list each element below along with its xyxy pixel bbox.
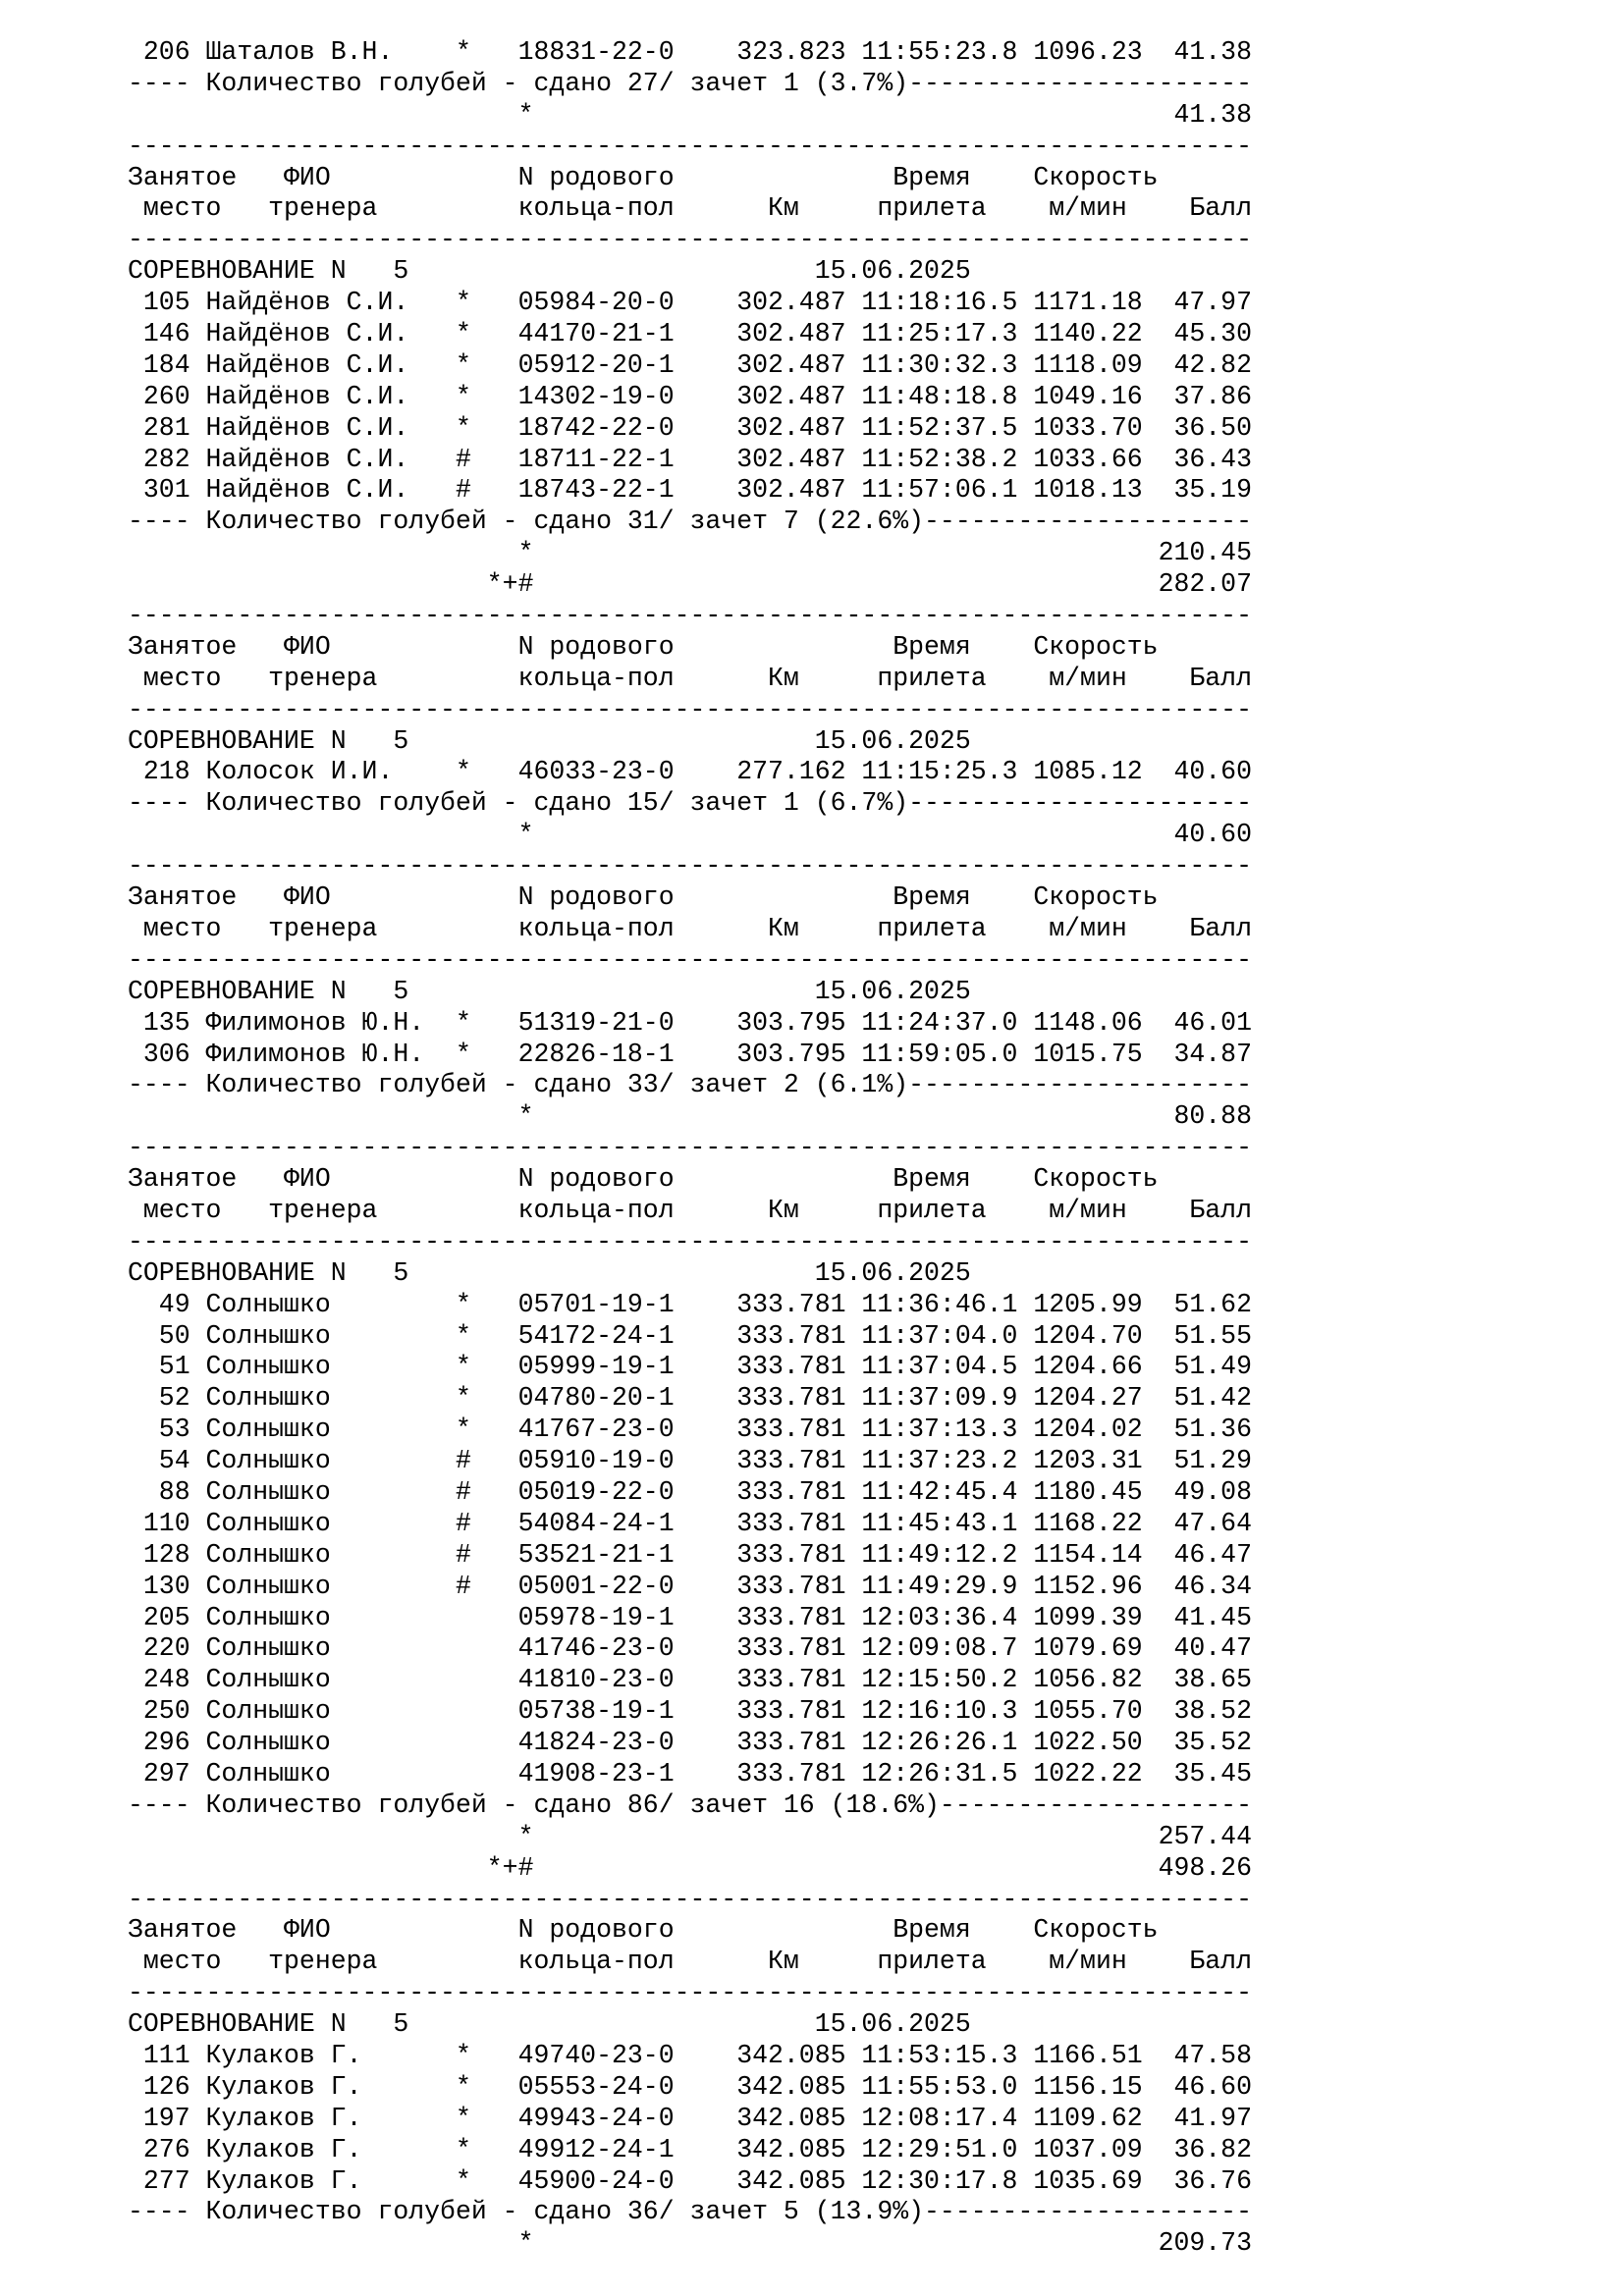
column-header: место тренера кольца-пол Км прилета м/мин Балл xyxy=(128,1947,1252,1977)
result-row: 276 Кулаков Г. * 49912-24-1 342.085 12:29:51.0 1037.09 36.82 xyxy=(128,2134,1252,2164)
competition-header: СОРЕВНОВАНИЕ N 5 15.06.2025 xyxy=(128,2009,971,2040)
separator-line: ------------------------------------------------------------------------ xyxy=(128,1133,1252,1163)
separator-line: ------------------------------------------------------------------------ xyxy=(128,1978,1252,2008)
column-header: Занятое ФИО N родового Время Скорость xyxy=(128,162,1159,192)
result-row: 282 Найдёнов С.И. # 18711-22-1 302.487 11:52:38.2 1033.66 36.43 xyxy=(128,444,1252,474)
total-line: * 257.44 xyxy=(128,1821,1252,1851)
separator-line: ------------------------------------------------------------------------ xyxy=(128,944,1252,975)
result-row: 135 Филимонов Ю.Н. * 51319-21-0 303.795 11:24:37.0 1148.06 46.01 xyxy=(128,1007,1252,1038)
result-row: 53 Солнышко * 41767-23-0 333.781 11:37:13.3 1204.02 51.36 xyxy=(128,1415,1252,1445)
result-row: 105 Найдёнов С.И. * 05984-20-0 302.487 11:18:16.5 1171.18 47.97 xyxy=(128,288,1252,318)
result-row: 128 Солнышко # 53521-21-1 333.781 11:49:12.2 1154.14 46.47 xyxy=(128,1539,1252,1570)
total-line: * 41.38 xyxy=(128,99,1252,130)
total-line: * 40.60 xyxy=(128,820,1252,850)
result-row: 301 Найдёнов С.И. # 18743-22-1 302.487 11:57:06.1 1018.13 35.19 xyxy=(128,475,1252,506)
total-line: * 80.88 xyxy=(128,1101,1252,1132)
result-row: 146 Найдёнов С.И. * 44170-21-1 302.487 11:25:17.3 1140.22 45.30 xyxy=(128,319,1252,349)
result-row: 110 Солнышко # 54084-24-1 333.781 11:45:43.1 1168.22 47.64 xyxy=(128,1508,1252,1538)
result-row: 50 Солнышко * 54172-24-1 333.781 11:37:04.0 1204.70 51.55 xyxy=(128,1320,1252,1351)
column-header: место тренера кольца-пол Км прилета м/мин Балл xyxy=(128,193,1252,224)
total-line: *+# 498.26 xyxy=(128,1852,1252,1883)
result-row: 277 Кулаков Г. * 45900-24-0 342.085 12:30:17.8 1035.69 36.76 xyxy=(128,2165,1252,2196)
competition-header: СОРЕВНОВАНИЕ N 5 15.06.2025 xyxy=(128,725,971,756)
column-header: Занятое ФИО N родового Время Скорость xyxy=(128,1915,1159,1946)
separator-line: ------------------------------------------------------------------------ xyxy=(128,1884,1252,1914)
summary-line: ---- Количество голубей - сдано 36/ зачет 5 (13.9%)--------------------- xyxy=(128,2197,1252,2227)
summary-line: ---- Количество голубей - сдано 33/ зачет 2 (6.1%)---------------------- xyxy=(128,1070,1252,1100)
column-header: место тренера кольца-пол Км прилета м/мин Балл xyxy=(128,663,1252,693)
column-header: место тренера кольца-пол Км прилета м/мин Балл xyxy=(128,1195,1252,1225)
result-row: 296 Солнышко 41824-23-0 333.781 12:26:26.1 1022.50 35.52 xyxy=(128,1728,1252,1758)
result-row: 250 Солнышко 05738-19-1 333.781 12:16:10.3 1055.70 38.52 xyxy=(128,1696,1252,1727)
column-header: Занятое ФИО N родового Время Скорость xyxy=(128,631,1159,662)
result-row: 218 Колосок И.И. * 46033-23-0 277.162 11:15:25.3 1085.12 40.60 xyxy=(128,757,1252,787)
result-row: 111 Кулаков Г. * 49740-23-0 342.085 11:53:15.3 1166.51 47.58 xyxy=(128,2041,1252,2070)
result-row: 248 Солнышко 41810-23-0 333.781 12:15:50.2 1056.82 38.65 xyxy=(128,1665,1252,1695)
result-row: 126 Кулаков Г. * 05553-24-0 342.085 11:55:53.0 1156.15 46.60 xyxy=(128,2071,1252,2102)
summary-line: ---- Количество голубей - сдано 31/ зачет 7 (22.6%)--------------------- xyxy=(128,507,1252,537)
result-row: 54 Солнышко # 05910-19-0 333.781 11:37:23.2 1203.31 51.29 xyxy=(128,1446,1252,1476)
separator-line: ------------------------------------------------------------------------ xyxy=(128,851,1252,881)
result-row: 220 Солнышко 41746-23-0 333.781 12:09:08.7 1079.69 40.47 xyxy=(128,1633,1252,1664)
results-printout xyxy=(128,37,1252,2260)
summary-line: ---- Количество голубей - сдано 27/ зачет 1 (3.7%)---------------------- xyxy=(128,68,1252,98)
separator-line: ------------------------------------------------------------------------ xyxy=(128,225,1252,255)
result-row: 281 Найдёнов С.И. * 18742-22-0 302.487 11:52:37.5 1033.70 36.50 xyxy=(128,412,1252,443)
column-header: Занятое ФИО N родового Время Скорость xyxy=(128,1164,1159,1195)
summary-line: ---- Количество голубей - сдано 86/ зачет 16 (18.6%)-------------------- xyxy=(128,1789,1252,1820)
total-line: *+# 282.07 xyxy=(128,569,1252,600)
result-row: 130 Солнышко # 05001-22-0 333.781 11:49:29.9 1152.96 46.34 xyxy=(128,1571,1252,1601)
result-row: 206 Шаталов В.Н. * 18831-22-0 323.823 11:55:23.8 1096.23 41.38 xyxy=(128,37,1252,67)
result-row: 197 Кулаков Г. * 49943-24-0 342.085 12:08:17.4 1109.62 41.97 xyxy=(128,2103,1252,2133)
result-row: 184 Найдёнов С.И. * 05912-20-1 302.487 11:30:32.3 1118.09 42.82 xyxy=(128,349,1252,380)
total-line: * 210.45 xyxy=(128,538,1252,568)
competition-header: СОРЕВНОВАНИЕ N 5 15.06.2025 xyxy=(128,976,971,1006)
competition-header: СОРЕВНОВАНИЕ N 5 15.06.2025 xyxy=(128,256,971,287)
result-row: 52 Солнышко * 04780-20-1 333.781 11:37:09.9 1204.27 51.42 xyxy=(128,1383,1252,1414)
result-row: 51 Солнышко * 05999-19-1 333.781 11:37:04.5 1204.66 51.49 xyxy=(128,1352,1252,1382)
competition-header: СОРЕВНОВАНИЕ N 5 15.06.2025 xyxy=(128,1257,971,1288)
column-header: Занятое ФИО N родового Время Скорость xyxy=(128,882,1159,913)
total-line: * 209.73 xyxy=(128,2228,1252,2259)
summary-line: ---- Количество голубей - сдано 15/ зачет 1 (6.7%)---------------------- xyxy=(128,788,1252,819)
result-row: 88 Солнышко # 05019-22-0 333.781 11:42:45.4 1180.45 49.08 xyxy=(128,1476,1252,1507)
column-header: место тренера кольца-пол Км прилета м/мин Балл xyxy=(128,913,1252,943)
separator-line: ------------------------------------------------------------------------ xyxy=(128,694,1252,724)
result-row: 49 Солнышко * 05701-19-1 333.781 11:36:46.1 1205.99 51.62 xyxy=(128,1289,1252,1319)
separator-line: ------------------------------------------------------------------------ xyxy=(128,601,1252,631)
separator-line: ------------------------------------------------------------------------ xyxy=(128,131,1252,161)
result-row: 205 Солнышко 05978-19-1 333.781 12:03:36.4 1099.39 41.45 xyxy=(128,1602,1252,1632)
separator-line: ------------------------------------------------------------------------ xyxy=(128,1226,1252,1256)
result-row: 297 Солнышко 41908-23-1 333.781 12:26:31.5 1022.22 35.45 xyxy=(128,1758,1252,1789)
result-row: 260 Найдёнов С.И. * 14302-19-0 302.487 11:48:18.8 1049.16 37.86 xyxy=(128,381,1252,411)
result-row: 306 Филимонов Ю.Н. * 22826-18-1 303.795 11:59:05.0 1015.75 34.87 xyxy=(128,1039,1252,1069)
